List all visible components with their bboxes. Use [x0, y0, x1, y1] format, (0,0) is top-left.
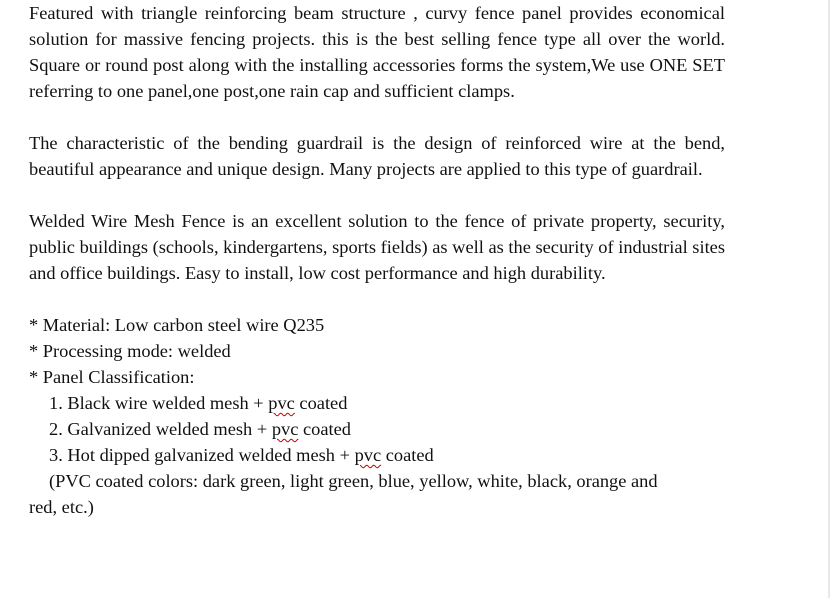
classification-item: 2. Galvanized welded mesh + pvc coated — [49, 419, 351, 439]
spellcheck-underlined-word: pvc — [271, 419, 299, 439]
classification-item: 3. Hot dipped galvanized welded mesh + pvc coated — [49, 445, 434, 465]
paragraph-bending-guardrail: The characteristic of the bending guardrail is the design of reinforced wire at the bend, beautiful appearance and unique design. Many projects are applied to this type of guardrail. — [29, 133, 725, 179]
classification-item: 1. Black wire welded mesh + pvc coated — [49, 393, 348, 413]
pvc-colors-continuation: red, etc.) — [29, 497, 94, 517]
spec-material: * Material: Low carbon steel wire Q235 — [29, 315, 325, 335]
spellcheck-underlined-word: pvc — [268, 393, 295, 413]
document-body — [29, 0, 725, 520]
spec-processing-mode: * Processing mode: welded — [29, 341, 231, 361]
paragraph-welded-wire-mesh: Welded Wire Mesh Fence is an excellent solution to the fence of private property, security, public buildings (schools, kindergartens, sports fields) as well as the security of industrial sites and office buildings. Easy to install, low cost performance and high durability. — [29, 211, 725, 283]
spec-panel-classification: * Panel Classification: — [29, 367, 195, 387]
paragraph-curvy-fence: Featured with triangle reinforcing beam structure , curvy fence panel provides economical solution for massive fencing projects. this is the best selling fence type all over the world. Square or round post along with the installing accessories forms the system,We use ONE SET referring to one panel,one post,one rain cap and sufficient clamps. — [29, 3, 725, 101]
paragraph-spacer — [29, 182, 725, 208]
pvc-colors-line: (PVC coated colors: dark green, light green, blue, yellow, white, black, orange and — [49, 471, 658, 491]
spec-list — [29, 312, 725, 520]
spellcheck-underlined-word: pvc — [354, 445, 382, 465]
paragraph-spacer — [29, 104, 725, 130]
paragraph-spacer — [29, 286, 725, 312]
